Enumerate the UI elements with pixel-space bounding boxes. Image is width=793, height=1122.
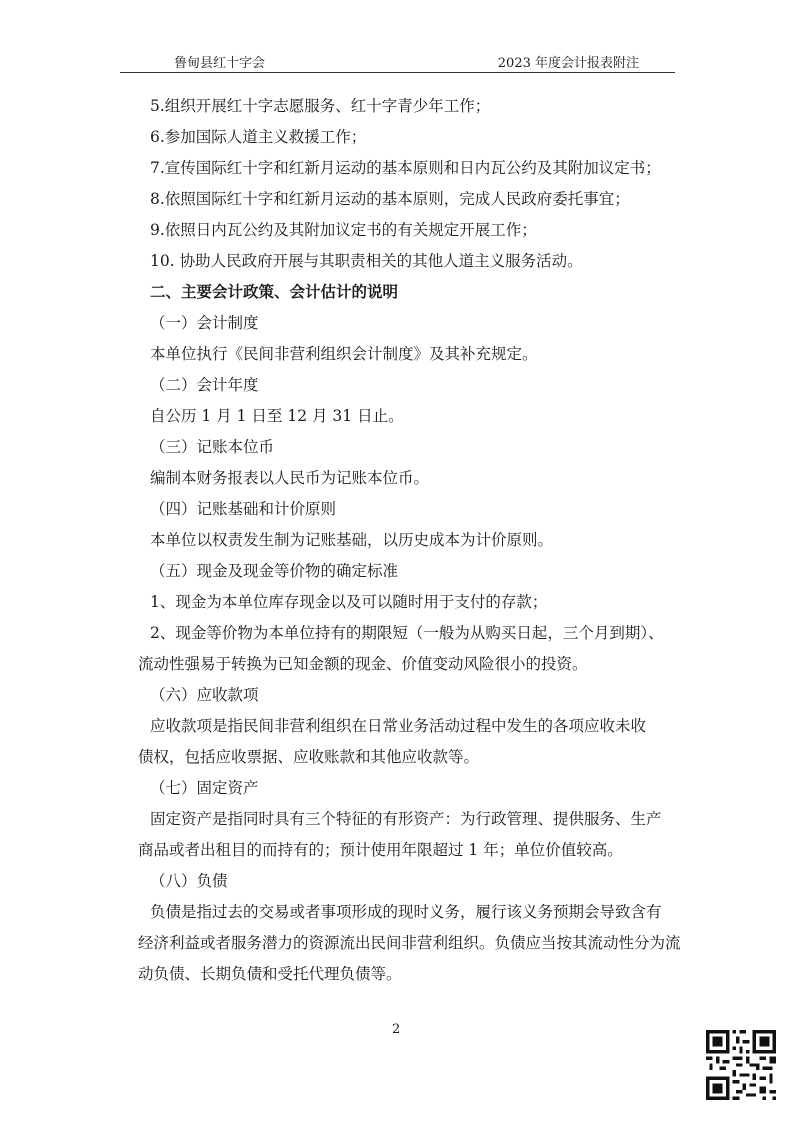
paragraph-line: 2、现金等价物为本单位持有的期限短（一般为从购买日起，三个月到期）、 [150,624,664,642]
list-item: 7.宣传国际红十字和红新月运动的基本原则和日内瓦公约及其附加议定书； [150,159,661,177]
paragraph-line: 本单位以权责发生制为记账基础，以历史成本为计价原则。 [150,531,554,549]
subsection-heading: （一）会计制度 [150,314,259,332]
page-number: 2 [392,1022,401,1037]
paragraph-line: 经济利益或者服务潜力的资源流出民间非营利组织。负债应当按其流动性分为流 [138,934,681,952]
paragraph-line: 商品或者出租目的而持有的；预计使用年限超过 1 年；单位价值较高。 [138,841,623,859]
subsection-heading: （七）固定资产 [150,779,259,797]
list-item: 5.组织开展红十字志愿服务、红十字青少年工作； [150,97,491,115]
paragraph-line: 流动性强易于转换为已知金额的现金、价值变动风险很小的投资。 [138,655,588,673]
list-item: 8.依照国际红十字和红新月运动的基本原则，完成人民政府委托事宜； [150,190,630,208]
list-item: 9.依照日内瓦公约及其附加议定书的有关规定开展工作； [150,221,537,239]
paragraph-line: 负债是指过去的交易或者事项形成的现时义务，履行该义务预期会导致含有 [150,903,662,921]
paragraph-line: 固定资产是指同时具有三个特征的有形资产：为行政管理、提供服务、生产 [150,810,662,828]
paragraph-line: 动负债、长期负债和受托代理负债等。 [138,965,402,983]
subsection-heading: （六）应收款项 [150,686,259,704]
paragraph-line: 编制本财务报表以人民币为记账本位币。 [150,469,430,487]
page-header [120,52,675,74]
subsection-heading: （三）记账本位币 [150,438,275,456]
list-item: 10. 协助人民政府开展与其职责相关的其他人道主义服务活动。 [150,252,583,270]
paragraph-line: 自公历 1 月 1 日至 12 月 31 日止。 [150,407,404,425]
paragraph-line: 债权，包括应收票据、应收账款和其他应收款等。 [138,748,480,766]
subsection-heading: （四）记账基础和计价原则 [150,500,337,518]
subsection-heading: （八）负债 [150,872,228,890]
subsection-heading: （五）现金及现金等价物的确定标准 [150,562,399,580]
subsection-heading: （二）会计年度 [150,376,259,394]
list-item: 6.参加国际人道主义救援工作； [150,128,367,146]
qr-code-icon [706,1030,776,1100]
report-title: 2023 年度会计报表附注 [497,56,639,71]
paragraph-line: 应收款项是指民间非营利组织在日常业务活动过程中发生的各项应收未收 [150,717,647,735]
paragraph-line: 本单位执行《民间非营利组织会计制度》及其补充规定。 [150,345,538,363]
header-rule [120,72,675,73]
org-name: 鲁甸县红十字会 [174,56,266,71]
paragraph-line: 1、现金为本单位库存现金以及可以随时用于支付的存款； [150,593,548,611]
section-heading: 二、主要会计政策、会计估计的说明 [150,282,399,301]
